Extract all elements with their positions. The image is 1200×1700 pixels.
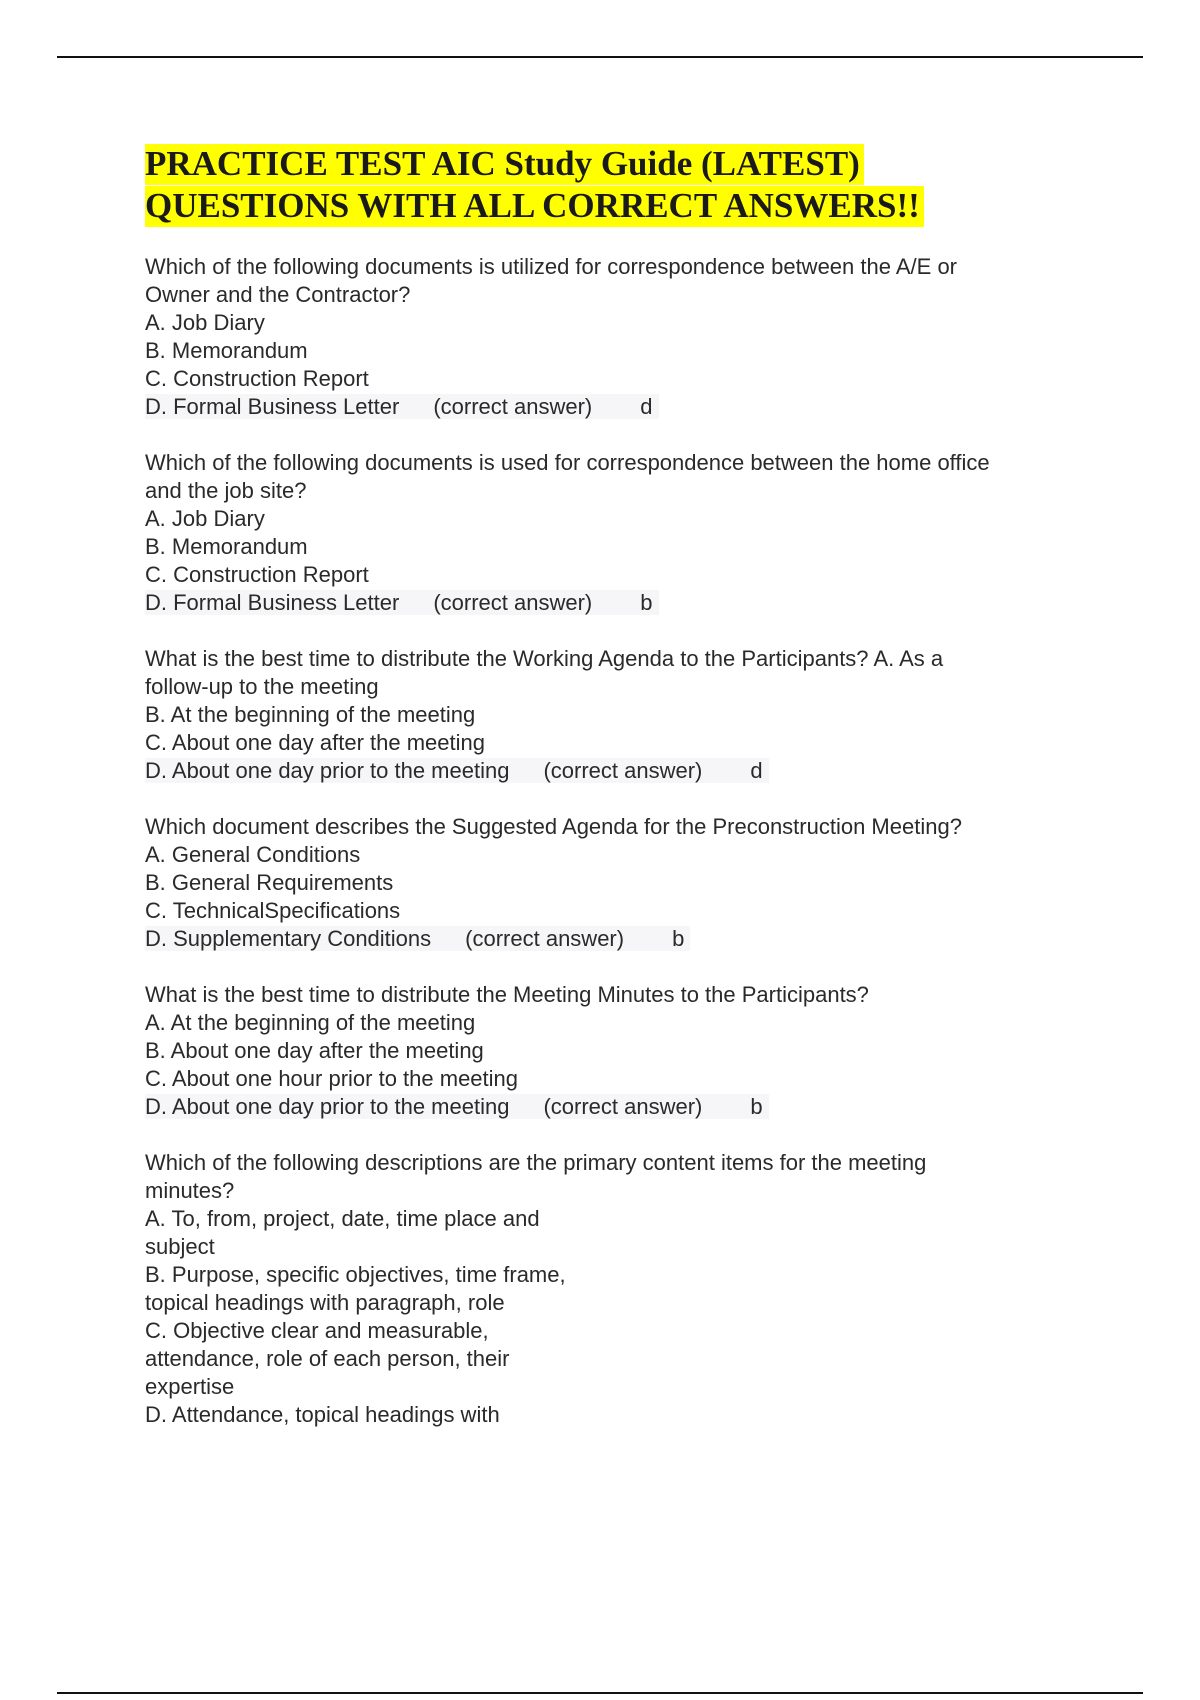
correct-answer-marker: (correct answer) [465, 926, 625, 951]
bottom-rule [57, 1692, 1143, 1694]
option-b: B. Memorandum [145, 534, 308, 559]
option-b: B. General Requirements [145, 870, 394, 895]
title-line-2: QUESTIONS WITH ALL CORRECT ANSWERS!! [145, 186, 924, 227]
option-c: C. TechnicalSpecifications [145, 898, 401, 923]
document-title [145, 143, 1085, 227]
option-d: D. Formal Business Letter [145, 394, 400, 419]
option-c: C. About one hour prior to the meeting [145, 1066, 519, 1091]
option-d-row [145, 1093, 1085, 1121]
correct-answer-letter: b [672, 926, 685, 951]
question-text: What is the best time to distribute the Working Agenda to the Participants? A. As a [145, 646, 944, 671]
option-c: C. About one day after the meeting [145, 730, 486, 755]
option-c: C. Objective clear and measurable, [145, 1318, 489, 1343]
option-d: D. About one day prior to the meeting [145, 1094, 510, 1119]
option-b-cont: topical headings with paragraph, role [145, 1290, 505, 1315]
option-b: B. About one day after the meeting [145, 1038, 484, 1063]
option-c: C. Construction Report [145, 562, 369, 587]
option-a-cont: subject [145, 1234, 215, 1259]
option-b: B. Memorandum [145, 338, 308, 363]
question-block-3 [145, 645, 1085, 785]
correct-answer-letter: b [640, 590, 653, 615]
question-text: What is the best time to distribute the Meeting Minutes to the Participants? [145, 982, 869, 1007]
question-text: minutes? [145, 1178, 235, 1203]
question-text: Which of the following documents is used for correspondence between the home office [145, 450, 990, 475]
option-d: D. About one day prior to the meeting [145, 758, 510, 783]
question-text: and the job site? [145, 478, 307, 503]
correct-answer-marker: (correct answer) [543, 758, 703, 783]
question-block-6 [145, 1149, 1085, 1429]
option-c: C. Construction Report [145, 366, 369, 391]
document-body [145, 143, 1085, 1457]
option-d: D. Supplementary Conditions [145, 926, 432, 951]
option-d-row [145, 925, 1085, 953]
question-text: follow-up to the meeting [145, 674, 379, 699]
question-block-4 [145, 813, 1085, 953]
question-text: Owner and the Contractor? [145, 282, 411, 307]
option-d-row [145, 589, 1085, 617]
question-text: Which of the following descriptions are the primary content items for the meeting [145, 1150, 927, 1175]
option-b: B. Purpose, specific objectives, time frame, [145, 1262, 566, 1287]
option-b: B. At the beginning of the meeting [145, 702, 476, 727]
option-d-row [145, 393, 1085, 421]
top-rule [57, 56, 1143, 58]
title-line-1: PRACTICE TEST AIC Study Guide (LATEST) [145, 144, 864, 185]
option-a: A. At the beginning of the meeting [145, 1010, 476, 1035]
option-a: A. To, from, project, date, time place and [145, 1206, 540, 1231]
option-a: A. Job Diary [145, 506, 265, 531]
option-a: A. General Conditions [145, 842, 361, 867]
correct-answer-letter: d [750, 758, 763, 783]
correct-answer-marker: (correct answer) [433, 394, 593, 419]
correct-answer-marker: (correct answer) [433, 590, 593, 615]
correct-answer-marker: (correct answer) [543, 1094, 703, 1119]
option-c-cont: expertise [145, 1374, 235, 1399]
correct-answer-letter: d [640, 394, 653, 419]
question-text: Which of the following documents is utilized for correspondence between the A/E or [145, 254, 958, 279]
option-d: D. Formal Business Letter [145, 590, 400, 615]
option-d: D. Attendance, topical headings with [145, 1402, 500, 1427]
option-a: A. Job Diary [145, 310, 265, 335]
question-block-1 [145, 253, 1085, 421]
question-block-2 [145, 449, 1085, 617]
correct-answer-letter: b [750, 1094, 763, 1119]
question-block-5 [145, 981, 1085, 1121]
option-d-row [145, 757, 1085, 785]
option-c-cont: attendance, role of each person, their [145, 1346, 510, 1371]
question-text: Which document describes the Suggested Agenda for the Preconstruction Meeting? [145, 814, 962, 839]
